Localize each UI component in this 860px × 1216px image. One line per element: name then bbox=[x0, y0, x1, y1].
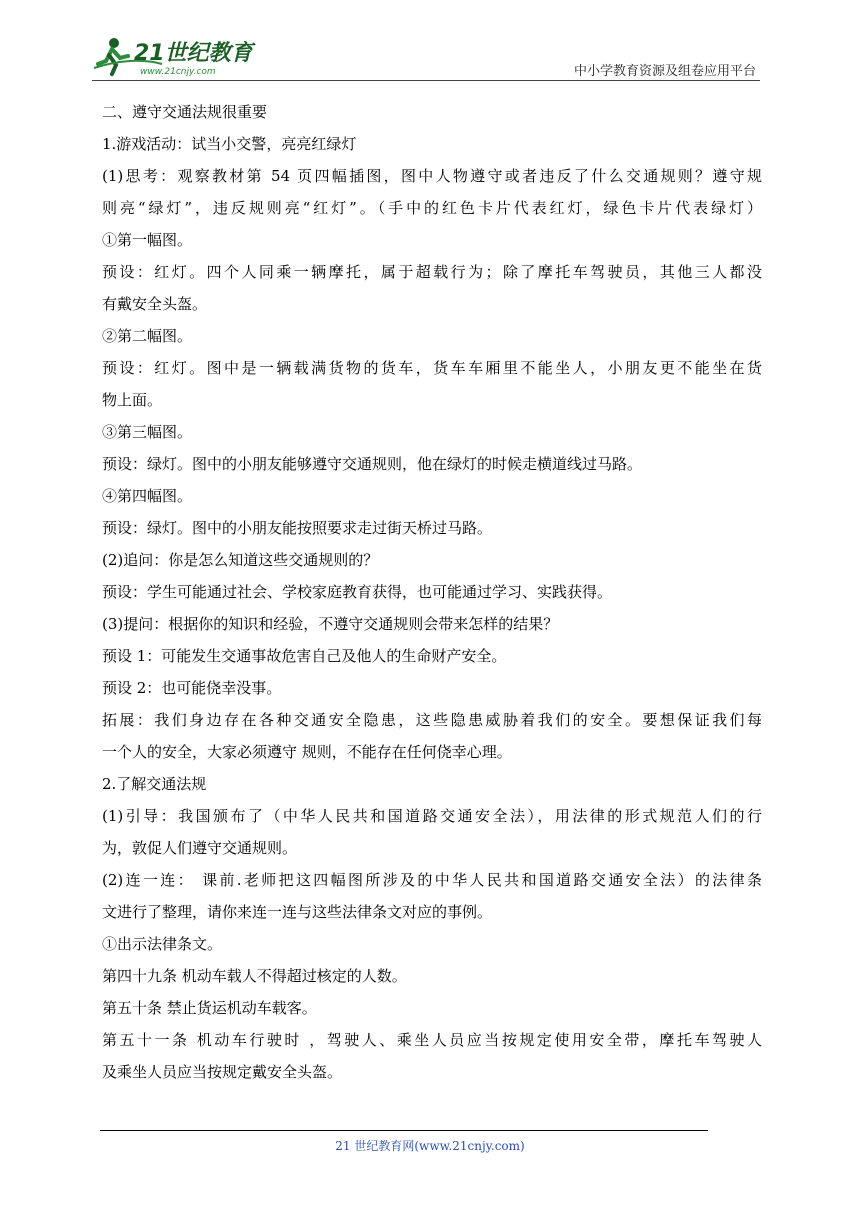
site-logo[interactable] bbox=[92, 34, 272, 78]
paragraph-line: ①第一幅图。 bbox=[102, 231, 193, 249]
paragraph-line: 预设 2：也可能侥幸没事。 bbox=[102, 679, 282, 697]
paragraph-line: 预设：绿灯。图中的小朋友能够遵守交通规则，他在绿灯的时候走横道线过马路。 bbox=[102, 455, 643, 473]
logo-url: www.21cnjy.com bbox=[140, 67, 216, 77]
platform-name: 中小学教育资源及组卷应用平台 bbox=[573, 64, 756, 79]
paragraph-line: ④第四幅图。 bbox=[102, 487, 193, 505]
paragraph-line: 预设：绿灯。图中的小朋友能按照要求走过街天桥过马路。 bbox=[102, 519, 493, 537]
law-article: 第五十条 禁止货运机动车载客。 bbox=[102, 999, 317, 1017]
paragraph-line: 预设：红灯。四个人同乘一辆摩托，属于超载行为；除了摩托车驾驶员，其他三人都没 bbox=[102, 263, 762, 281]
paragraph-line: 有戴安全头盔。 bbox=[102, 295, 208, 313]
paragraph-line: 为，敦促人们遵守交通规则。 bbox=[102, 839, 298, 857]
paragraph-line: 文进行了整理，请你来连一连与这些法律条文对应的事例。 bbox=[102, 903, 493, 921]
subsection-heading: 2.了解交通法规 bbox=[102, 775, 207, 793]
paragraph-line: 物上面。 bbox=[102, 391, 163, 409]
footer-divider bbox=[100, 1130, 708, 1131]
header-divider bbox=[92, 80, 760, 81]
paragraph-line: (1)思考：观察教材第 54 页四幅插图，图中人物遵守或者违反了什么交通规则？遵守规 bbox=[102, 167, 762, 185]
paragraph-line: (3)提问：根据你的知识和经验，不遵守交通规则会带来怎样的结果？ bbox=[102, 615, 559, 633]
runner-logo-icon bbox=[92, 34, 272, 78]
paragraph-line: 拓展：我们身边存在各种交通安全隐患，这些隐患威胁着我们的安全。要想保证我们每 bbox=[102, 711, 762, 729]
paragraph-line: 则亮“绿灯”，违反规则亮“红灯”。（手中的红色卡片代表红灯，绿色卡片代表绿灯） bbox=[102, 199, 762, 217]
document-body bbox=[102, 96, 762, 1088]
paragraph-line: ②第二幅图。 bbox=[102, 327, 193, 345]
section-heading: 二、遵守交通法规很重要 bbox=[102, 103, 268, 121]
footer-link[interactable]: 21 世纪教育网(www.21cnjy.com) bbox=[335, 1139, 525, 1153]
paragraph-line: ③第三幅图。 bbox=[102, 423, 193, 441]
paragraph-line: 预设：红灯。图中是一辆载满货物的货车，货车车厢里不能坐人，小朋友更不能坐在货 bbox=[102, 359, 762, 377]
paragraph-line: (1)引导：我国颁布了（中华人民共和国道路交通安全法），用法律的形式规范人们的行 bbox=[102, 807, 762, 825]
paragraph-line: 预设：学生可能通过社会、学校家庭教育获得，也可能通过学习、实践获得。 bbox=[102, 583, 613, 601]
paragraph-line: 预设 1：可能发生交通事故危害自己及他人的生命财产安全。 bbox=[102, 647, 507, 665]
law-article: 及乘坐人员应当按规定戴安全头盔。 bbox=[102, 1063, 343, 1081]
paragraph-line: ①出示法律条文。 bbox=[102, 935, 223, 953]
logo-text: 21世纪教育 bbox=[134, 41, 253, 66]
subsection-heading: 1.游戏活动：试当小交警，亮亮红绿灯 bbox=[102, 135, 357, 153]
page-header bbox=[92, 30, 760, 80]
paragraph-line: 一个人的安全，大家必须遵守 规则，不能存在任何侥幸心理。 bbox=[102, 743, 512, 761]
law-article: 第五十一条 机动车行驶时 ，驾驶人、乘坐人员应当按规定使用安全带，摩托车驾驶人 bbox=[102, 1031, 762, 1049]
paragraph-line: (2)追问：你是怎么知道这些交通规则的？ bbox=[102, 551, 379, 569]
paragraph-line: (2)连一连： 课前.老师把这四幅图所涉及的中华人民共和国道路交通安全法）的法律条 bbox=[102, 871, 762, 889]
law-article: 第四十九条 机动车载人不得超过核定的人数。 bbox=[102, 967, 407, 985]
